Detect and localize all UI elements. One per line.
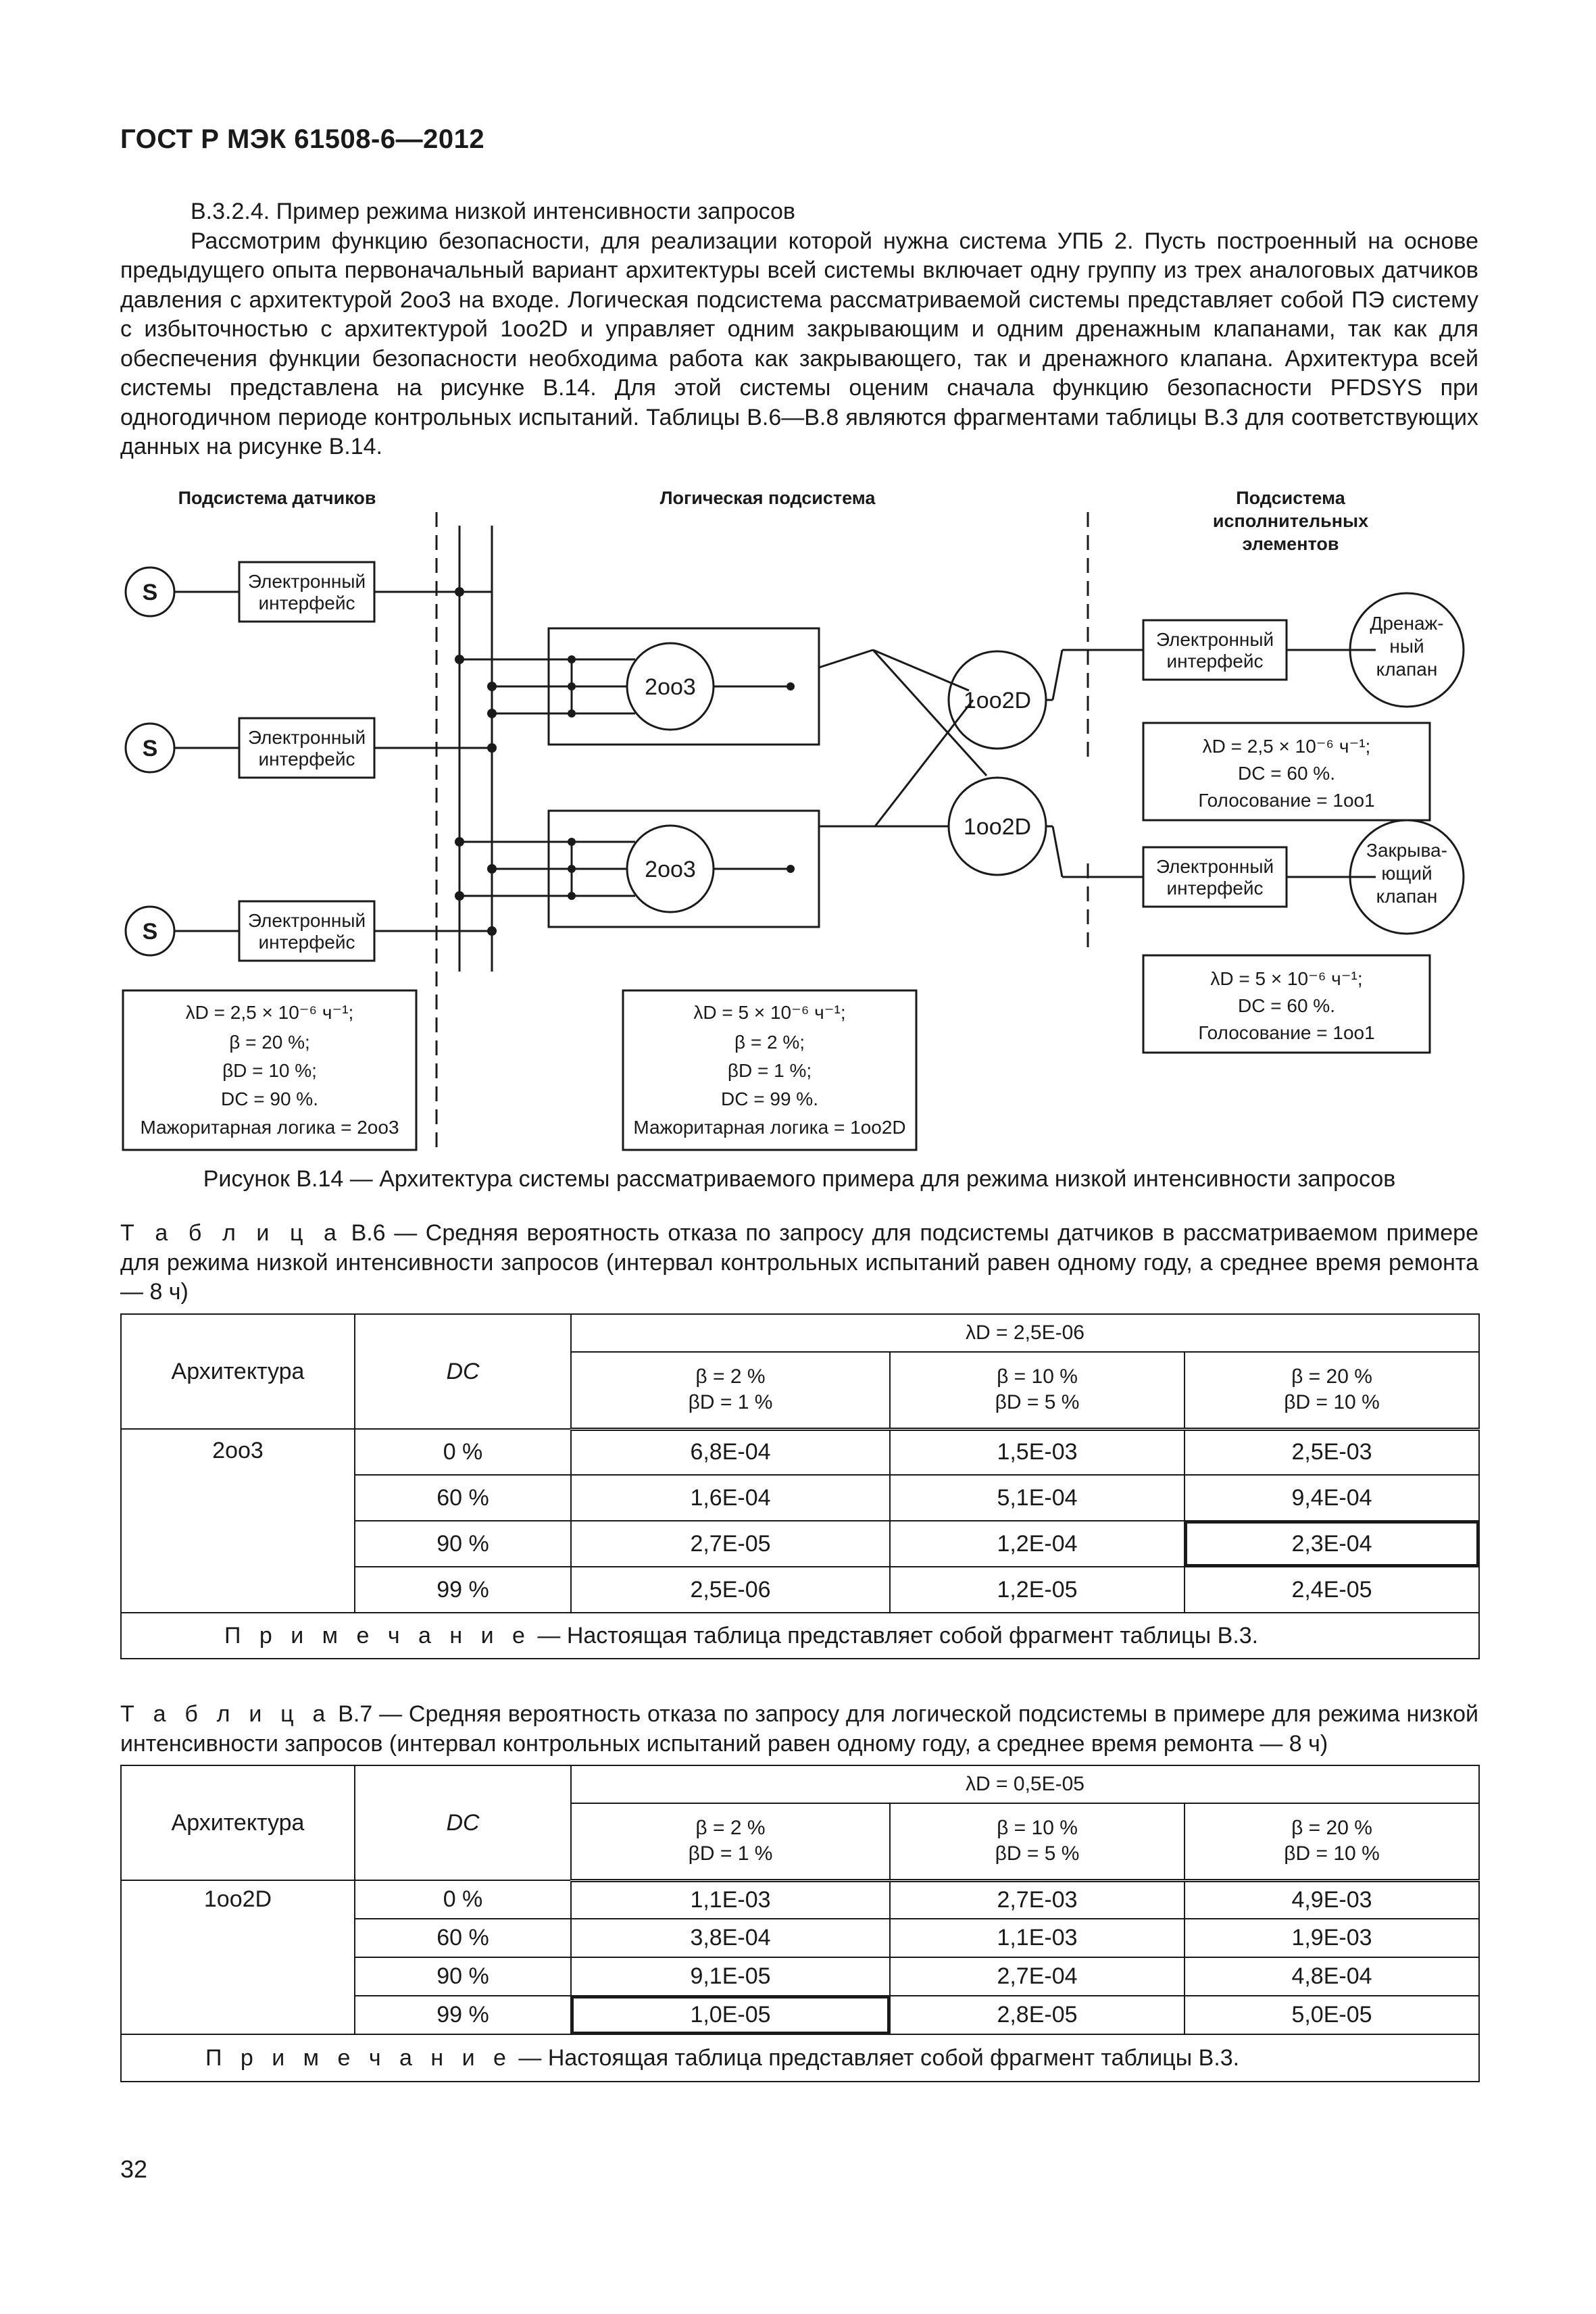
table6-header-beta-col1: β = 2 % βD = 1 % — [571, 1352, 890, 1429]
table7-label: Т а б л и ц а — [120, 1701, 332, 1727]
table6-note: П р и м е ч а н и е — Настоящая таблица представляет собой фрагмент таблицы В.3. — [121, 1613, 1479, 1659]
table-cell: 5,1E-04 — [890, 1475, 1184, 1521]
table-cell: 0 % — [355, 1429, 571, 1475]
voter-2oo3-upper-label: 2оо3 — [645, 674, 696, 700]
table-cell: 1,9E-03 — [1184, 1919, 1479, 1957]
figure-caption: Рисунок В.14 — Архитектура системы рассматриваемого примера для режима низкой интенсивности запросов — [203, 1166, 1396, 1192]
table-cell: 1,6E-04 — [571, 1475, 890, 1521]
architecture-diagram — [115, 485, 1487, 1161]
logic-param-3: DC = 99 %. — [721, 1088, 818, 1109]
table6-header-beta-col2: β = 10 % βD = 5 % — [890, 1352, 1184, 1429]
drain-valve-line2: ный — [1389, 636, 1424, 657]
table-cell: 99 % — [355, 1567, 571, 1613]
table-cell: 1,1E-03 — [890, 1919, 1184, 1957]
table6-header-lambda: λD = 2,5E-06 — [571, 1314, 1479, 1352]
voter-2oo3-lower-label: 2оо3 — [645, 857, 696, 882]
table-cell: 60 % — [355, 1475, 571, 1521]
shutoff-param-1: DC = 60 %. — [1238, 995, 1335, 1016]
drain-interface-line2: интерфейс — [1166, 651, 1264, 672]
table-cell: 1,2E-04 — [890, 1521, 1184, 1567]
table-cell: 90 % — [355, 1957, 571, 1996]
table7-highlighted-cell: 1,0E-05 — [571, 1996, 890, 2034]
table6-label: Т а б л и ц а — [120, 1220, 343, 1246]
document-header: ГОСТ Р МЭК 61508-6—2012 — [120, 124, 485, 154]
sensor-interface-1-line1: Электронный — [247, 571, 366, 592]
logic-subsystem-title: Логическая подсистема — [659, 488, 876, 508]
drain-param-0: λD = 2,5 × 10⁻⁶ ч⁻¹; — [1202, 736, 1371, 757]
table6 — [120, 1313, 1480, 1659]
shutoff-param-2: Голосование = 1оо1 — [1198, 1022, 1375, 1043]
table7-header-beta-col3: β = 20 % βD = 10 % — [1184, 1803, 1479, 1880]
table-cell: 4,8E-04 — [1184, 1957, 1479, 1996]
table7-header-lambda: λD = 0,5E-05 — [571, 1765, 1479, 1803]
table6-header-dc: DC — [355, 1314, 571, 1429]
table6-arch-cell: 2оо3 — [121, 1429, 355, 1613]
table-cell: 60 % — [355, 1919, 571, 1957]
table-cell: 9,1E-05 — [571, 1957, 890, 1996]
sensor-param-1: β = 20 %; — [229, 1032, 310, 1053]
drain-param-1: DC = 60 %. — [1238, 763, 1335, 784]
sensors-subsystem-title: Подсистема датчиков — [178, 488, 376, 508]
table-cell: 5,0E-05 — [1184, 1996, 1479, 2034]
voter-1oo2d-lower-label: 1оо2D — [963, 814, 1032, 840]
sensor-interface-2-line1: Электронный — [247, 727, 366, 748]
shutoff-valve-line2: ющий — [1381, 863, 1432, 884]
table7-header-beta-col2: β = 10 % βD = 5 % — [890, 1803, 1184, 1880]
actuator-subsystem-title-1: Подсистема — [1236, 488, 1345, 508]
table-cell: 90 % — [355, 1521, 571, 1567]
table6-caption-text: В.6 — Средняя вероятность отказа по запросу для подсистемы датчиков в рассматриваемом примере для режима низкой интенсивности запросов (интервал контрольных испытаний равен одному году, а среднее время ремонта — 8 ч) — [120, 1220, 1479, 1305]
drain-param-2: Голосование = 1оо1 — [1198, 790, 1375, 811]
drain-valve-line3: клапан — [1376, 659, 1438, 680]
shutoff-interface-line2: интерфейс — [1166, 878, 1264, 899]
logic-param-2: βD = 1 %; — [727, 1060, 812, 1081]
table-cell: 9,4E-04 — [1184, 1475, 1479, 1521]
section-title: В.3.2.4. Пример режима низкой интенсивности запросов — [191, 199, 795, 224]
table6-highlighted-cell: 2,3E-04 — [1184, 1521, 1479, 1567]
actuator-subsystem-title-2: исполнительных — [1212, 511, 1369, 531]
shutoff-param-0: λD = 5 × 10⁻⁶ ч⁻¹; — [1210, 968, 1363, 989]
table7-note: П р и м е ч а н и е — Настоящая таблица представляет собой фрагмент таблицы В.3. — [121, 2034, 1479, 2082]
shutoff-interface-line1: Электронный — [1155, 856, 1274, 877]
table-cell: 2,7E-04 — [890, 1957, 1184, 1996]
sensor-interface-3-line1: Электронный — [247, 910, 366, 931]
table-cell: 6,8E-04 — [571, 1429, 890, 1475]
table7-header-dc: DC — [355, 1765, 571, 1880]
sensor-param-3: DC = 90 %. — [221, 1088, 318, 1109]
table-cell: 2,8E-05 — [890, 1996, 1184, 2034]
body-text — [120, 197, 1478, 462]
table6-header-arch: Архитектура — [121, 1314, 355, 1429]
drain-valve-line1: Дренаж- — [1370, 613, 1444, 634]
table7-header-arch: Архитектура — [121, 1765, 355, 1880]
table7-header-beta-col1: β = 2 % βD = 1 % — [571, 1803, 890, 1880]
table-cell: 1,1E-03 — [571, 1880, 890, 1919]
table-cell: 4,9E-03 — [1184, 1880, 1479, 1919]
table7-caption — [120, 1700, 1478, 1759]
shutoff-valve-line3: клапан — [1376, 886, 1438, 907]
sensor-1-label: S — [142, 580, 158, 605]
sensor-param-4: Мажоритарная логика = 2оо3 — [140, 1117, 399, 1138]
table-cell: 1,2E-05 — [890, 1567, 1184, 1613]
table-cell: 2,4E-05 — [1184, 1567, 1479, 1613]
intro-paragraph: Рассмотрим функцию безопасности, для реализации которой нужна система УПБ 2. Пусть построенный на основе предыдущего опыта первоначальный вариант архитектуры всей системы включает одну группу из трех аналоговых датчиков давления с архитектурой 2оо3 на входе. Логическая подсистема рассматриваемой системы представляет собой ПЭ систему с избыточностью с архитектурой 1оо2D и управляет одним закрывающим и одним дренажным клапанами, так как для обеспечения функции безопасности необходима работа как закрывающего, так и дренажного клапана. Архитектура всей системы представлена на рисунке В.14. Для этой системы оценим сначала функцию безопасности PFDSYS при одногодичном периоде контрольных испытаний. Таблицы В.6—В.8 являются фрагментами таблицы В.3 для соответствующих данных на рисунке В.14. — [120, 228, 1478, 459]
page-number: 32 — [120, 2155, 148, 2183]
table-cell: 2,7E-03 — [890, 1880, 1184, 1919]
table6-header-beta-col3: β = 20 % βD = 10 % — [1184, 1352, 1479, 1429]
actuator-subsystem-title-3: элементов — [1242, 534, 1339, 554]
table7 — [120, 1765, 1480, 2082]
sensor-3-label: S — [142, 919, 158, 945]
sensor-param-2: βD = 10 %; — [222, 1060, 317, 1081]
shutoff-valve-line1: Закрыва- — [1366, 840, 1447, 861]
sensor-interface-3-line2: интерфейс — [258, 932, 355, 953]
table-cell: 99 % — [355, 1996, 571, 2034]
table-cell: 1,5E-03 — [890, 1429, 1184, 1475]
table-cell: 2,5E-03 — [1184, 1429, 1479, 1475]
sensor-param-0: λD = 2,5 × 10⁻⁶ ч⁻¹; — [185, 1002, 354, 1023]
table7-caption-text: В.7 — Средняя вероятность отказа по запросу для логической подсистемы в примере для режима низкой интенсивности запросов (интервал контрольных испытаний равен одному году, а среднее время ремонта — 8 ч) — [120, 1701, 1479, 1757]
table-cell: 3,8E-04 — [571, 1919, 890, 1957]
table-cell: 0 % — [355, 1880, 571, 1919]
sensor-interface-2-line2: интерфейс — [258, 749, 355, 770]
logic-param-0: λD = 5 × 10⁻⁶ ч⁻¹; — [693, 1002, 846, 1023]
voter-1oo2d-upper-label: 1оо2D — [963, 688, 1032, 713]
table7-arch-cell: 1оо2D — [121, 1880, 355, 2034]
logic-param-4: Мажоритарная логика = 1оо2D — [633, 1117, 906, 1138]
table-cell: 2,7E-05 — [571, 1521, 890, 1567]
table6-caption — [120, 1219, 1478, 1307]
sensor-2-label: S — [142, 736, 158, 761]
drain-interface-line1: Электронный — [1155, 629, 1274, 650]
sensor-interface-1-line2: интерфейс — [258, 593, 355, 613]
logic-param-1: β = 2 %; — [734, 1032, 805, 1053]
table-cell: 2,5E-06 — [571, 1567, 890, 1613]
